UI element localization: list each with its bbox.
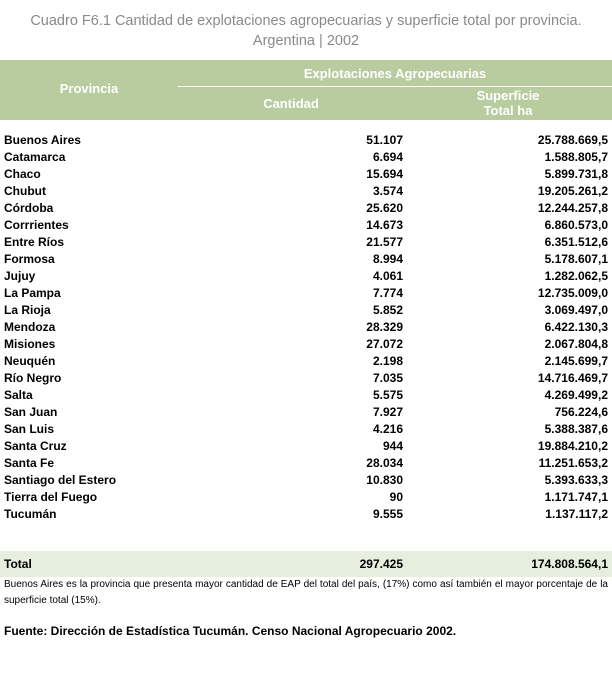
cell-superficie: 11.251.653,2 xyxy=(538,456,608,470)
table-row xyxy=(0,455,612,472)
total-label: Total xyxy=(4,557,32,571)
cell-superficie: 19.205.261,2 xyxy=(537,184,608,198)
cell-provincia: Chubut xyxy=(4,184,46,198)
cell-cantidad: 7.927 xyxy=(372,405,403,419)
header-superficie-line-2: Total ha xyxy=(483,103,533,118)
table-header xyxy=(0,60,612,120)
cell-cantidad: 28.034 xyxy=(366,456,403,470)
table-row xyxy=(0,234,612,251)
cell-cantidad: 7.774 xyxy=(372,286,403,300)
cell-cantidad: 3.574 xyxy=(372,184,403,198)
table-row xyxy=(0,149,612,166)
cell-cantidad: 25.620 xyxy=(366,201,403,215)
header-superficie xyxy=(404,88,612,118)
total-row xyxy=(0,551,612,577)
table-row xyxy=(0,370,612,387)
source-text: Fuente: Dirección de Estadística Tucumán. Censo Nacional Agropecuario 2002. xyxy=(4,624,457,638)
cell-superficie: 6.422.130,3 xyxy=(544,320,608,334)
total-superficie: 174.808.564,1 xyxy=(531,557,608,571)
cell-cantidad: 90 xyxy=(389,490,403,504)
cell-superficie: 12.735.009,0 xyxy=(537,286,608,300)
cell-provincia: Jujuy xyxy=(4,269,36,283)
cell-provincia: San Juan xyxy=(4,405,58,419)
table-row xyxy=(0,285,612,302)
cell-cantidad: 15.694 xyxy=(366,167,403,181)
cell-provincia: Córdoba xyxy=(4,201,54,215)
cell-cantidad: 5.575 xyxy=(372,388,403,402)
table-row xyxy=(0,472,612,489)
cell-provincia: San Luis xyxy=(4,422,55,436)
cell-cantidad: 2.198 xyxy=(372,354,403,368)
cell-cantidad: 944 xyxy=(382,439,403,453)
cell-cantidad: 8.994 xyxy=(372,252,403,266)
cell-superficie: 14.716.469,7 xyxy=(537,371,608,385)
cell-provincia: Salta xyxy=(4,388,33,402)
cell-superficie: 1.282.062,5 xyxy=(544,269,608,283)
cell-provincia: Santa Fe xyxy=(4,456,55,470)
table-row xyxy=(0,353,612,370)
cell-provincia: Buenos Aires xyxy=(4,133,81,147)
cell-provincia: Catamarca xyxy=(4,150,66,164)
title-line-2: Argentina | 2002 xyxy=(252,33,360,49)
table-row xyxy=(0,319,612,336)
cell-provincia: Chaco xyxy=(4,167,41,181)
cell-provincia: Neuquén xyxy=(4,354,56,368)
table-row xyxy=(0,489,612,506)
header-provincia: Provincia xyxy=(59,81,119,96)
cell-provincia: La Rioja xyxy=(4,303,51,317)
table-row xyxy=(0,132,612,149)
cell-superficie: 12.244.257,8 xyxy=(537,201,608,215)
cell-superficie: 1.588.805,7 xyxy=(544,150,608,164)
header-explotaciones: Explotaciones Agropecuarias xyxy=(303,66,487,81)
table-row xyxy=(0,387,612,404)
cell-provincia: Mendoza xyxy=(4,320,56,334)
cell-superficie: 4.269.499,2 xyxy=(544,388,608,402)
cell-provincia: Misiones xyxy=(4,337,56,351)
table-row xyxy=(0,200,612,217)
total-cantidad: 297.425 xyxy=(359,557,403,571)
table-row xyxy=(0,183,612,200)
table-row xyxy=(0,166,612,183)
header-cantidad: Cantidad xyxy=(263,96,319,111)
cell-superficie: 2.067.804,8 xyxy=(544,337,608,351)
table-row xyxy=(0,302,612,319)
table-row xyxy=(0,336,612,353)
footnote: Buenos Aires es la provincia que presenta mayor cantidad de EAP del total del país, (17%) como así también el mayor porcentaje de la superficie total (15%). xyxy=(4,579,608,606)
cell-superficie: 6.351.512,6 xyxy=(544,235,608,249)
table-row xyxy=(0,506,612,523)
cell-provincia: Tucumán xyxy=(4,507,57,521)
cell-superficie: 25.788.669,5 xyxy=(537,133,608,147)
cell-cantidad: 14.673 xyxy=(366,218,403,232)
table-row xyxy=(0,268,612,285)
cell-superficie: 756.224,6 xyxy=(554,405,608,419)
cell-cantidad: 4.216 xyxy=(372,422,403,436)
cell-cantidad: 27.072 xyxy=(366,337,403,351)
cell-cantidad: 10.830 xyxy=(366,473,403,487)
cell-superficie: 1.171.747,1 xyxy=(544,490,608,504)
cell-superficie: 3.069.497,0 xyxy=(544,303,608,317)
cell-provincia: Entre Ríos xyxy=(4,235,65,249)
table-row xyxy=(0,217,612,234)
cell-superficie: 6.860.573,0 xyxy=(544,218,608,232)
cell-superficie: 5.388.387,6 xyxy=(544,422,608,436)
cell-cantidad: 28.329 xyxy=(366,320,403,334)
cell-superficie: 5.393.633,3 xyxy=(544,473,608,487)
cell-cantidad: 5.852 xyxy=(372,303,403,317)
cell-superficie: 5.178.607,1 xyxy=(544,252,608,266)
cell-provincia: Santiago del Estero xyxy=(4,473,117,487)
header-superficie-line-1: Superficie xyxy=(476,88,540,103)
table-row xyxy=(0,251,612,268)
cell-superficie: 2.145.699,7 xyxy=(544,354,608,368)
table-row xyxy=(0,438,612,455)
cell-cantidad: 21.577 xyxy=(366,235,403,249)
cell-provincia: Río Negro xyxy=(4,371,62,385)
cell-superficie: 19.884.210,2 xyxy=(537,439,608,453)
table-row xyxy=(0,404,612,421)
cell-cantidad: 6.694 xyxy=(372,150,403,164)
title-line-1: Cuadro F6.1 Cantidad de explotaciones agropecuarias y superficie total por provincia. xyxy=(30,13,582,29)
cell-cantidad: 51.107 xyxy=(366,133,403,147)
cell-provincia: La Pampa xyxy=(4,286,61,300)
cell-provincia: Santa Cruz xyxy=(4,439,67,453)
cell-cantidad: 9.555 xyxy=(372,507,403,521)
cell-provincia: Tierra del Fuego xyxy=(4,490,98,504)
header-divider xyxy=(178,86,612,87)
cell-superficie: 5.899.731,8 xyxy=(544,167,608,181)
cell-superficie: 1.137.117,2 xyxy=(545,507,608,521)
cell-cantidad: 4.061 xyxy=(372,269,403,283)
cell-provincia: Corrrientes xyxy=(4,218,69,232)
table-body xyxy=(0,132,612,523)
cell-cantidad: 7.035 xyxy=(372,371,403,385)
table-row xyxy=(0,421,612,438)
cell-provincia: Formosa xyxy=(4,252,55,266)
page-title xyxy=(0,11,612,51)
